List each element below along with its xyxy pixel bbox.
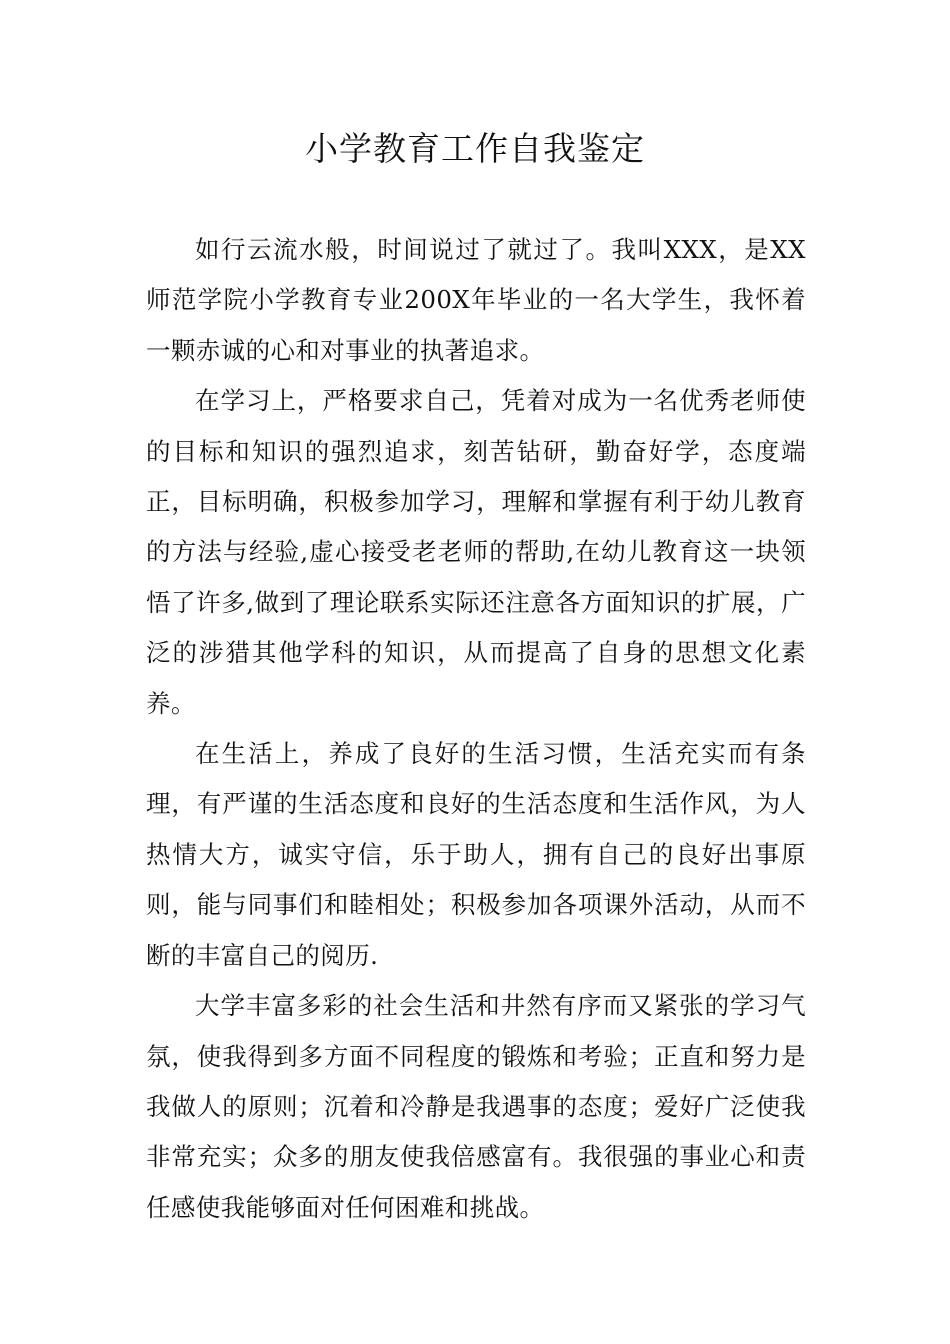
paragraph-life: 在生活上，养成了良好的生活习惯，生活充实而有条理，有严谨的生活态度和良好的生活态度和生活作风，为人热情大方，诚实守信，乐于助人，拥有自己的良好出事原则，能与同事们和睦相处；积极参加各项课外活动，从而不断的丰富自己的阅历.	[146, 739, 806, 970]
paragraph-intro: 如行云流水般，时间说过了就过了。我叫XXX，是XX师范学院小学教育专业200X年毕业的一名大学生，我怀着一颗赤诚的心和对事业的执著追求。	[146, 235, 806, 365]
document-body	[146, 225, 806, 1233]
document-title: 小学教育工作自我鉴定	[305, 129, 645, 168]
paragraph-study: 在学习上，严格要求自己，凭着对成为一名优秀老师使的目标和知识的强烈追求，刻苦钻研，勤奋好学，态度端正，目标明确，积极参加学习，理解和掌握有利于幼儿教育的方法与经验,虚心接受老老师的帮助,在幼儿教育这一块领悟了许多,做到了理论联系实际还注意各方面知识的扩展，广泛的涉猎其他学科的知识，从而提高了自身的思想文化素养。	[146, 386, 806, 718]
paragraph-university: 大学丰富多彩的社会生活和井然有序而又紧张的学习气氛，使我得到多方面不同程度的锻炼和考验；正直和努力是我做人的原则；沉着和冷静是我遇事的态度；爱好广泛使我非常充实；众多的朋友使我倍感富有。我很强的事业心和责任感使我能够面对任何困难和挑战。	[146, 991, 806, 1222]
